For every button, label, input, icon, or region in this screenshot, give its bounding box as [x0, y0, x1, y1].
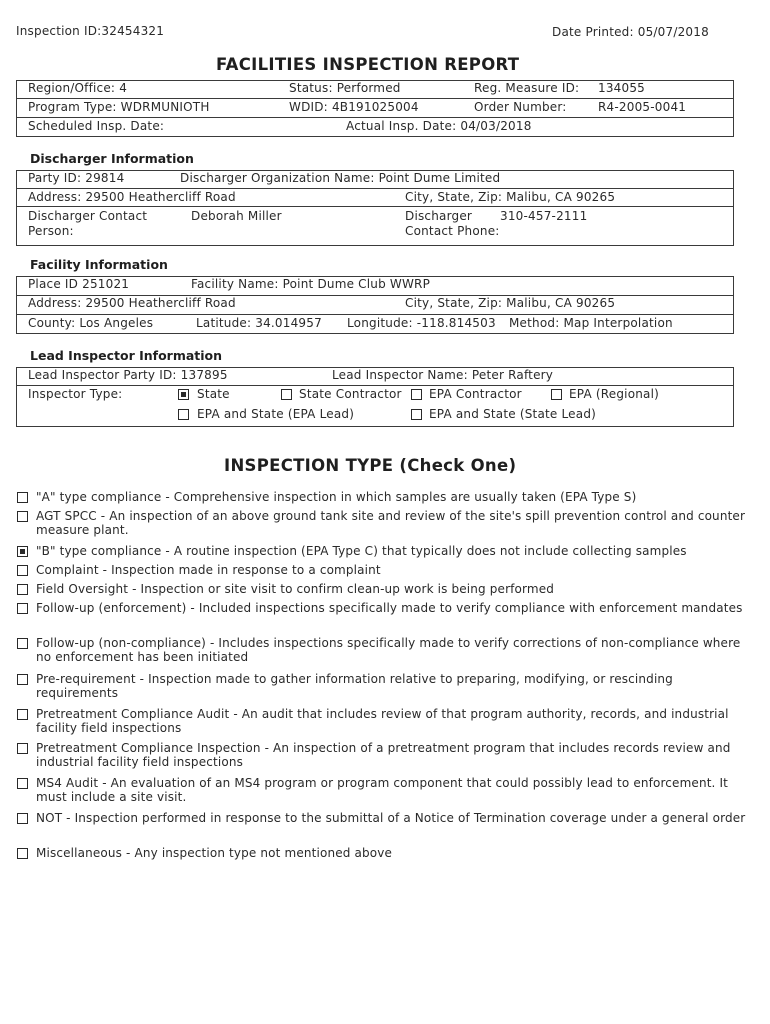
inspector-type-epa-state-epa-lead-checkbox[interactable]	[178, 409, 189, 420]
inspection-type-heading: INSPECTION TYPE (Check One)	[224, 456, 517, 475]
inspection-type-checkbox[interactable]	[17, 584, 28, 595]
discharger-phone-label-2: Contact Phone:	[405, 224, 500, 238]
discharger-contact-label-2: Person:	[28, 224, 74, 238]
inspector-type-state-label: State	[197, 387, 230, 401]
facility-longitude: Longitude: -118.814503	[347, 316, 496, 330]
lead-inspector-party-id: Lead Inspector Party ID: 137895	[28, 368, 228, 382]
status: Status: Performed	[289, 81, 401, 95]
facility-county: County: Los Angeles	[28, 316, 154, 330]
facility-latitude: Latitude: 34.014957	[196, 316, 322, 330]
inspection-type-option: Complaint - Inspection made in response to a complaint	[36, 563, 381, 577]
inspection-type-checkbox[interactable]	[17, 709, 28, 720]
inspection-type-checkbox[interactable]	[17, 603, 28, 614]
report-title: FACILITIES INSPECTION REPORT	[216, 55, 520, 74]
inspector-type-epa-state-state-lead-checkbox[interactable]	[411, 409, 422, 420]
inspector-type-epa-state-state-lead-label: EPA and State (State Lead)	[429, 407, 597, 421]
inspection-type-option: MS4 Audit - An evaluation of an MS4 program or program component that could possibly lead to enforcement. It must include a site visit.	[36, 776, 729, 804]
inspection-type-checkbox[interactable]	[17, 492, 28, 503]
inspection-type-option: Follow-up (enforcement) - Included inspections specifically made to verify compliance with enforcement mandates	[36, 601, 743, 615]
order-number-value: R4-2005-0041	[598, 100, 687, 114]
discharger-party-id: Party ID: 29814	[28, 171, 125, 185]
inspection-type-option: Field Oversight - Inspection or site visit to confirm clean-up work is being performed	[36, 582, 555, 596]
lead-inspector-name: Lead Inspector Name: Peter Raftery	[332, 368, 554, 382]
discharger-phone-value: 310-457-2111	[500, 209, 588, 223]
inspection-type-option: AGT SPCC - An inspection of an above ground tank site and review of the site's spill prevention control and counter measure plant.	[36, 509, 746, 537]
inspector-type-state-contractor-checkbox[interactable]	[281, 389, 292, 400]
inspection-type-option: Pretreatment Compliance Audit - An audit that includes review of that program authority, records, and industrial facility field inspections	[36, 707, 729, 735]
inspector-type-epa-contractor-checkbox[interactable]	[411, 389, 422, 400]
discharger-org-name: Discharger Organization Name: Point Dume Limited	[180, 171, 501, 185]
scheduled-insp-date: Scheduled Insp. Date:	[28, 119, 165, 133]
discharger-heading: Discharger Information	[30, 151, 194, 166]
date-printed: Date Printed: 05/07/2018	[552, 25, 709, 39]
actual-insp-date: Actual Insp. Date: 04/03/2018	[346, 119, 532, 133]
inspection-type-option: Follow-up (non-compliance) - Includes inspections specifically made to verify corrections of non-compliance where no enforcement has been initiated	[36, 636, 741, 664]
reg-measure-label: Reg. Measure ID:	[474, 81, 580, 95]
region-office: Region/Office: 4	[28, 81, 128, 95]
inspector-type-epa-state-epa-lead-label: EPA and State (EPA Lead)	[197, 407, 355, 421]
facility-heading: Facility Information	[30, 257, 168, 272]
facility-city-state-zip: City, State, Zip: Malibu, CA 90265	[405, 296, 616, 310]
inspection-type-option: "B" type compliance - A routine inspection (EPA Type C) that typically does not include collecting samples	[36, 544, 687, 558]
inspection-type-checkbox[interactable]	[17, 638, 28, 649]
discharger-contact-name: Deborah Miller	[191, 209, 282, 223]
inspection-type-option: Miscellaneous - Any inspection type not mentioned above	[36, 846, 393, 860]
inspector-type-label: Inspector Type:	[28, 387, 123, 401]
discharger-phone-label: Discharger	[405, 209, 473, 223]
inspection-type-checkbox[interactable]	[17, 674, 28, 685]
discharger-address: Address: 29500 Heathercliff Road	[28, 190, 236, 204]
inspection-type-checkbox[interactable]	[17, 778, 28, 789]
inspector-type-state-checkbox[interactable]	[178, 389, 189, 400]
inspection-type-option: NOT - Inspection performed in response to the submittal of a Notice of Termination coverage under a general order	[36, 811, 746, 825]
facility-name: Facility Name: Point Dume Club WWRP	[191, 277, 431, 291]
inspector-type-state-contractor-label: State Contractor	[299, 387, 402, 401]
inspector-type-epa-regional-checkbox[interactable]	[551, 389, 562, 400]
facility-method: Method: Map Interpolation	[509, 316, 673, 330]
reg-measure-value: 134055	[598, 81, 646, 95]
inspection-type-checkbox[interactable]	[17, 743, 28, 754]
order-number-label: Order Number:	[474, 100, 567, 114]
inspection-type-checkbox[interactable]	[17, 565, 28, 576]
program-type: Program Type: WDRMUNIOTH	[28, 100, 210, 114]
inspection-type-checkbox[interactable]	[17, 511, 28, 522]
lead-inspector-heading: Lead Inspector Information	[30, 348, 223, 363]
inspection-type-option: Pretreatment Compliance Inspection - An inspection of a pretreatment program that includes records review and industrial facility field inspections	[36, 741, 731, 769]
inspector-type-epa-contractor-label: EPA Contractor	[429, 387, 522, 401]
inspection-type-checkbox[interactable]	[17, 813, 28, 824]
inspection-type-checkbox[interactable]	[17, 546, 28, 557]
facility-place-id: Place ID 251021	[28, 277, 130, 291]
discharger-contact-label: Discharger Contact	[28, 209, 148, 223]
wdid: WDID: 4B191025004	[289, 100, 419, 114]
facility-address: Address: 29500 Heathercliff Road	[28, 296, 236, 310]
inspection-id: Inspection ID:32454321	[16, 24, 165, 38]
inspector-type-epa-regional-label: EPA (Regional)	[569, 387, 660, 401]
inspection-type-checkbox[interactable]	[17, 848, 28, 859]
inspection-type-option: "A" type compliance - Comprehensive inspection in which samples are usually taken (EPA Type S)	[36, 490, 637, 504]
discharger-city-state-zip: City, State, Zip: Malibu, CA 90265	[405, 190, 616, 204]
inspection-type-option: Pre-requirement - Inspection made to gather information relative to preparing, modifying, or rescinding requirements	[36, 672, 673, 700]
